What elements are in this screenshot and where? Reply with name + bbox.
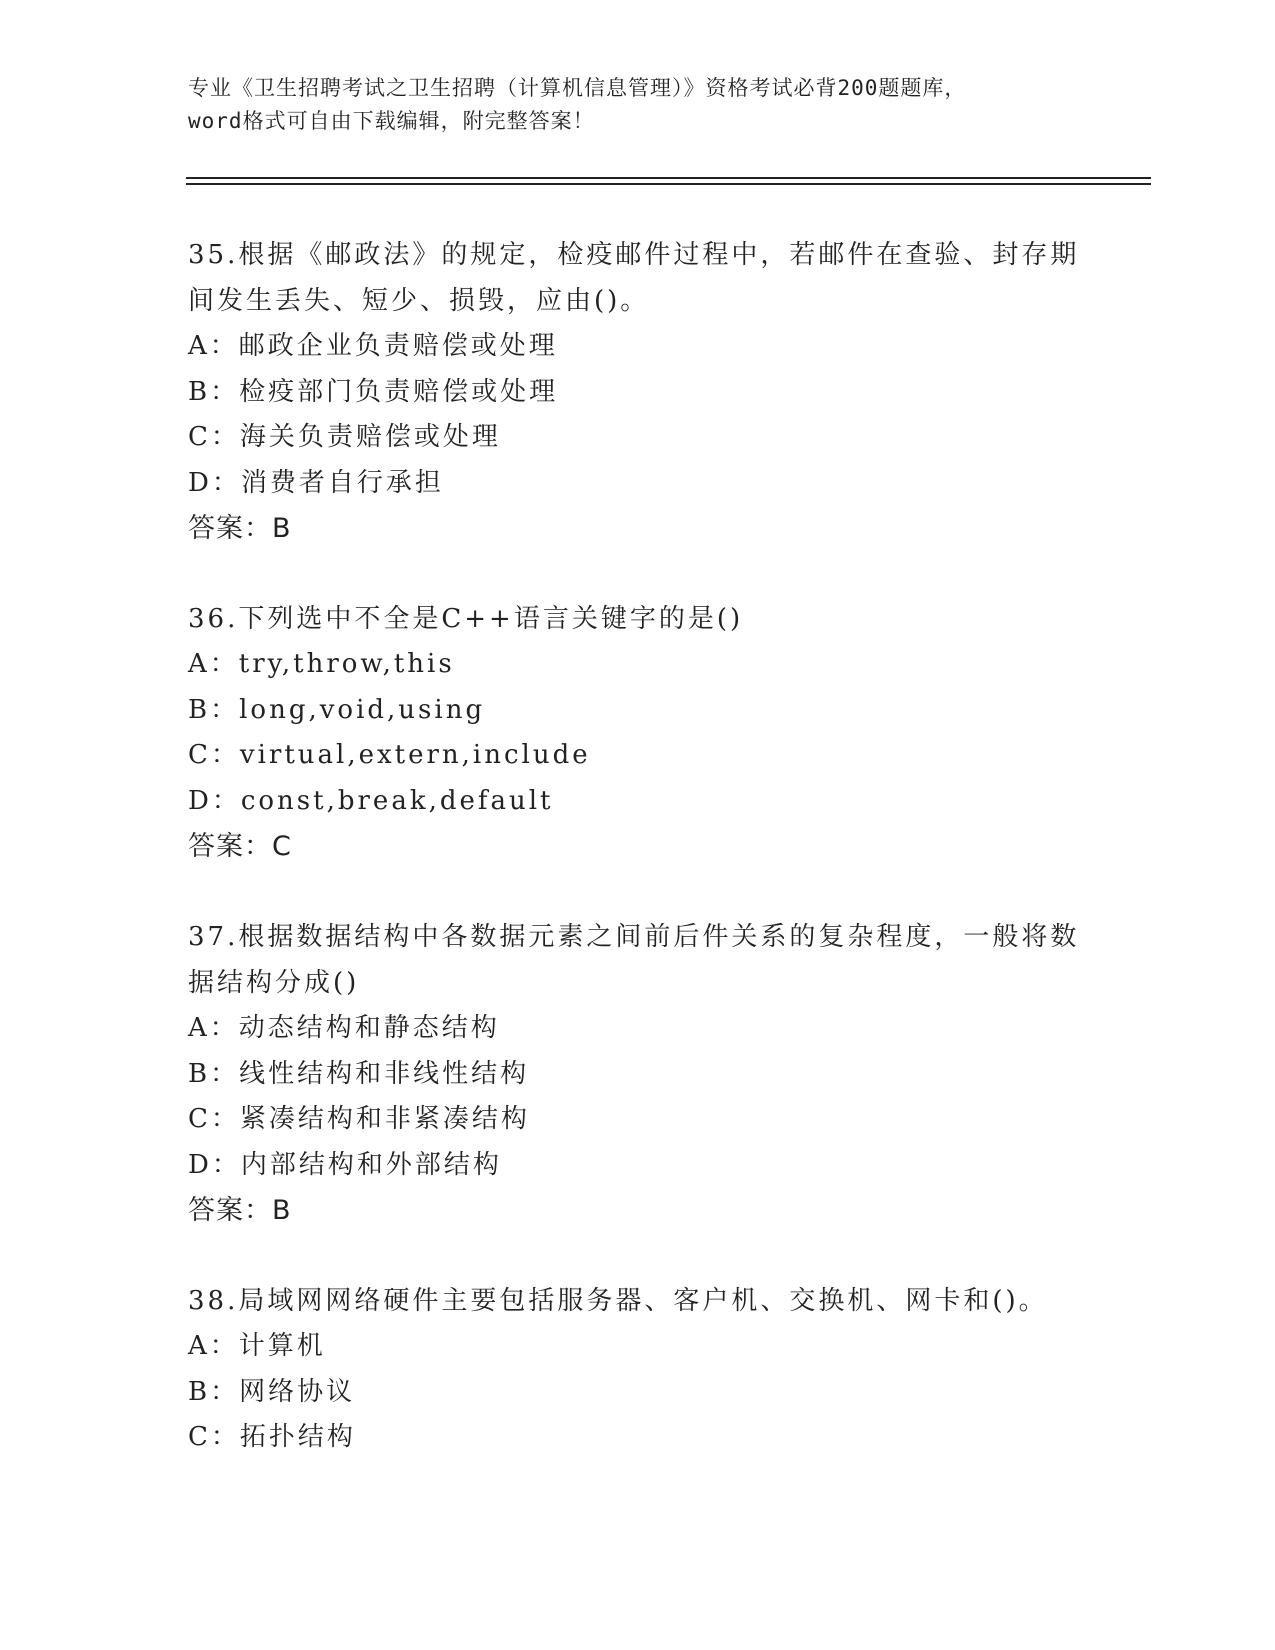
option-c: C：紧凑结构和非紧凑结构 [188,1104,530,1134]
option-d: D：消费者自行承担 [188,467,444,498]
question-37 [188,914,1088,1234]
option-d: D：内部结构和外部结构 [188,1149,502,1180]
question-stem-line-2: 据结构分成() [188,968,360,998]
answer-label: 答案：B [188,513,292,544]
question-stem-line-1: 36.下列选中不全是C++语言关键字的是() [188,604,744,634]
question-list [188,232,1088,1505]
option-c: C：拓扑结构 [188,1422,356,1452]
question-stem-line-1: 37.根据数据结构中各数据元素之间前后件关系的复杂程度，一般将数 [188,922,1080,952]
answer-label: 答案：C [188,831,292,862]
header-rule-top [186,177,1151,179]
option-a: A：动态结构和静态结构 [188,1013,500,1043]
answer-label: 答案：B [188,1195,292,1226]
question-38 [188,1278,1088,1461]
option-a: A：try,throw,this [188,649,455,679]
option-b: B：检疫部门负责赔偿或处理 [188,376,559,407]
document-header [188,72,1088,138]
header-rule-bottom [186,183,1151,185]
header-line-2: word格式可自由下载编辑，附完整答案！ [188,109,595,133]
option-b: B：线性结构和非线性结构 [188,1058,530,1089]
option-d: D：const,break,default [188,785,554,816]
option-c: C：海关负责赔偿或处理 [188,422,501,452]
option-b: B：网络协议 [188,1376,356,1407]
option-a: A：计算机 [188,1331,326,1361]
question-stem [188,596,1088,642]
question-stem-line-1: 35.根据《邮政法》的规定，检疫邮件过程中，若邮件在查验、封存期 [188,240,1080,270]
question-stem-line-1: 38.局域网网络硬件主要包括服务器、客户机、交换机、网卡和()。 [188,1286,1048,1316]
question-35 [188,232,1088,552]
question-stem [188,232,1088,324]
question-stem [188,1278,1088,1324]
question-stem [188,914,1088,1006]
question-36 [188,596,1088,870]
question-stem-line-2: 间发生丢失、短少、损毁，应由()。 [188,286,650,316]
option-c: C：virtual,extern,include [188,740,591,770]
option-b: B：long,void,using [188,694,486,725]
header-line-1: 专业《卫生招聘考试之卫生招聘（计算机信息管理）》资格考试必背200题题库， [188,76,967,100]
option-a: A：邮政企业负责赔偿或处理 [188,331,558,361]
